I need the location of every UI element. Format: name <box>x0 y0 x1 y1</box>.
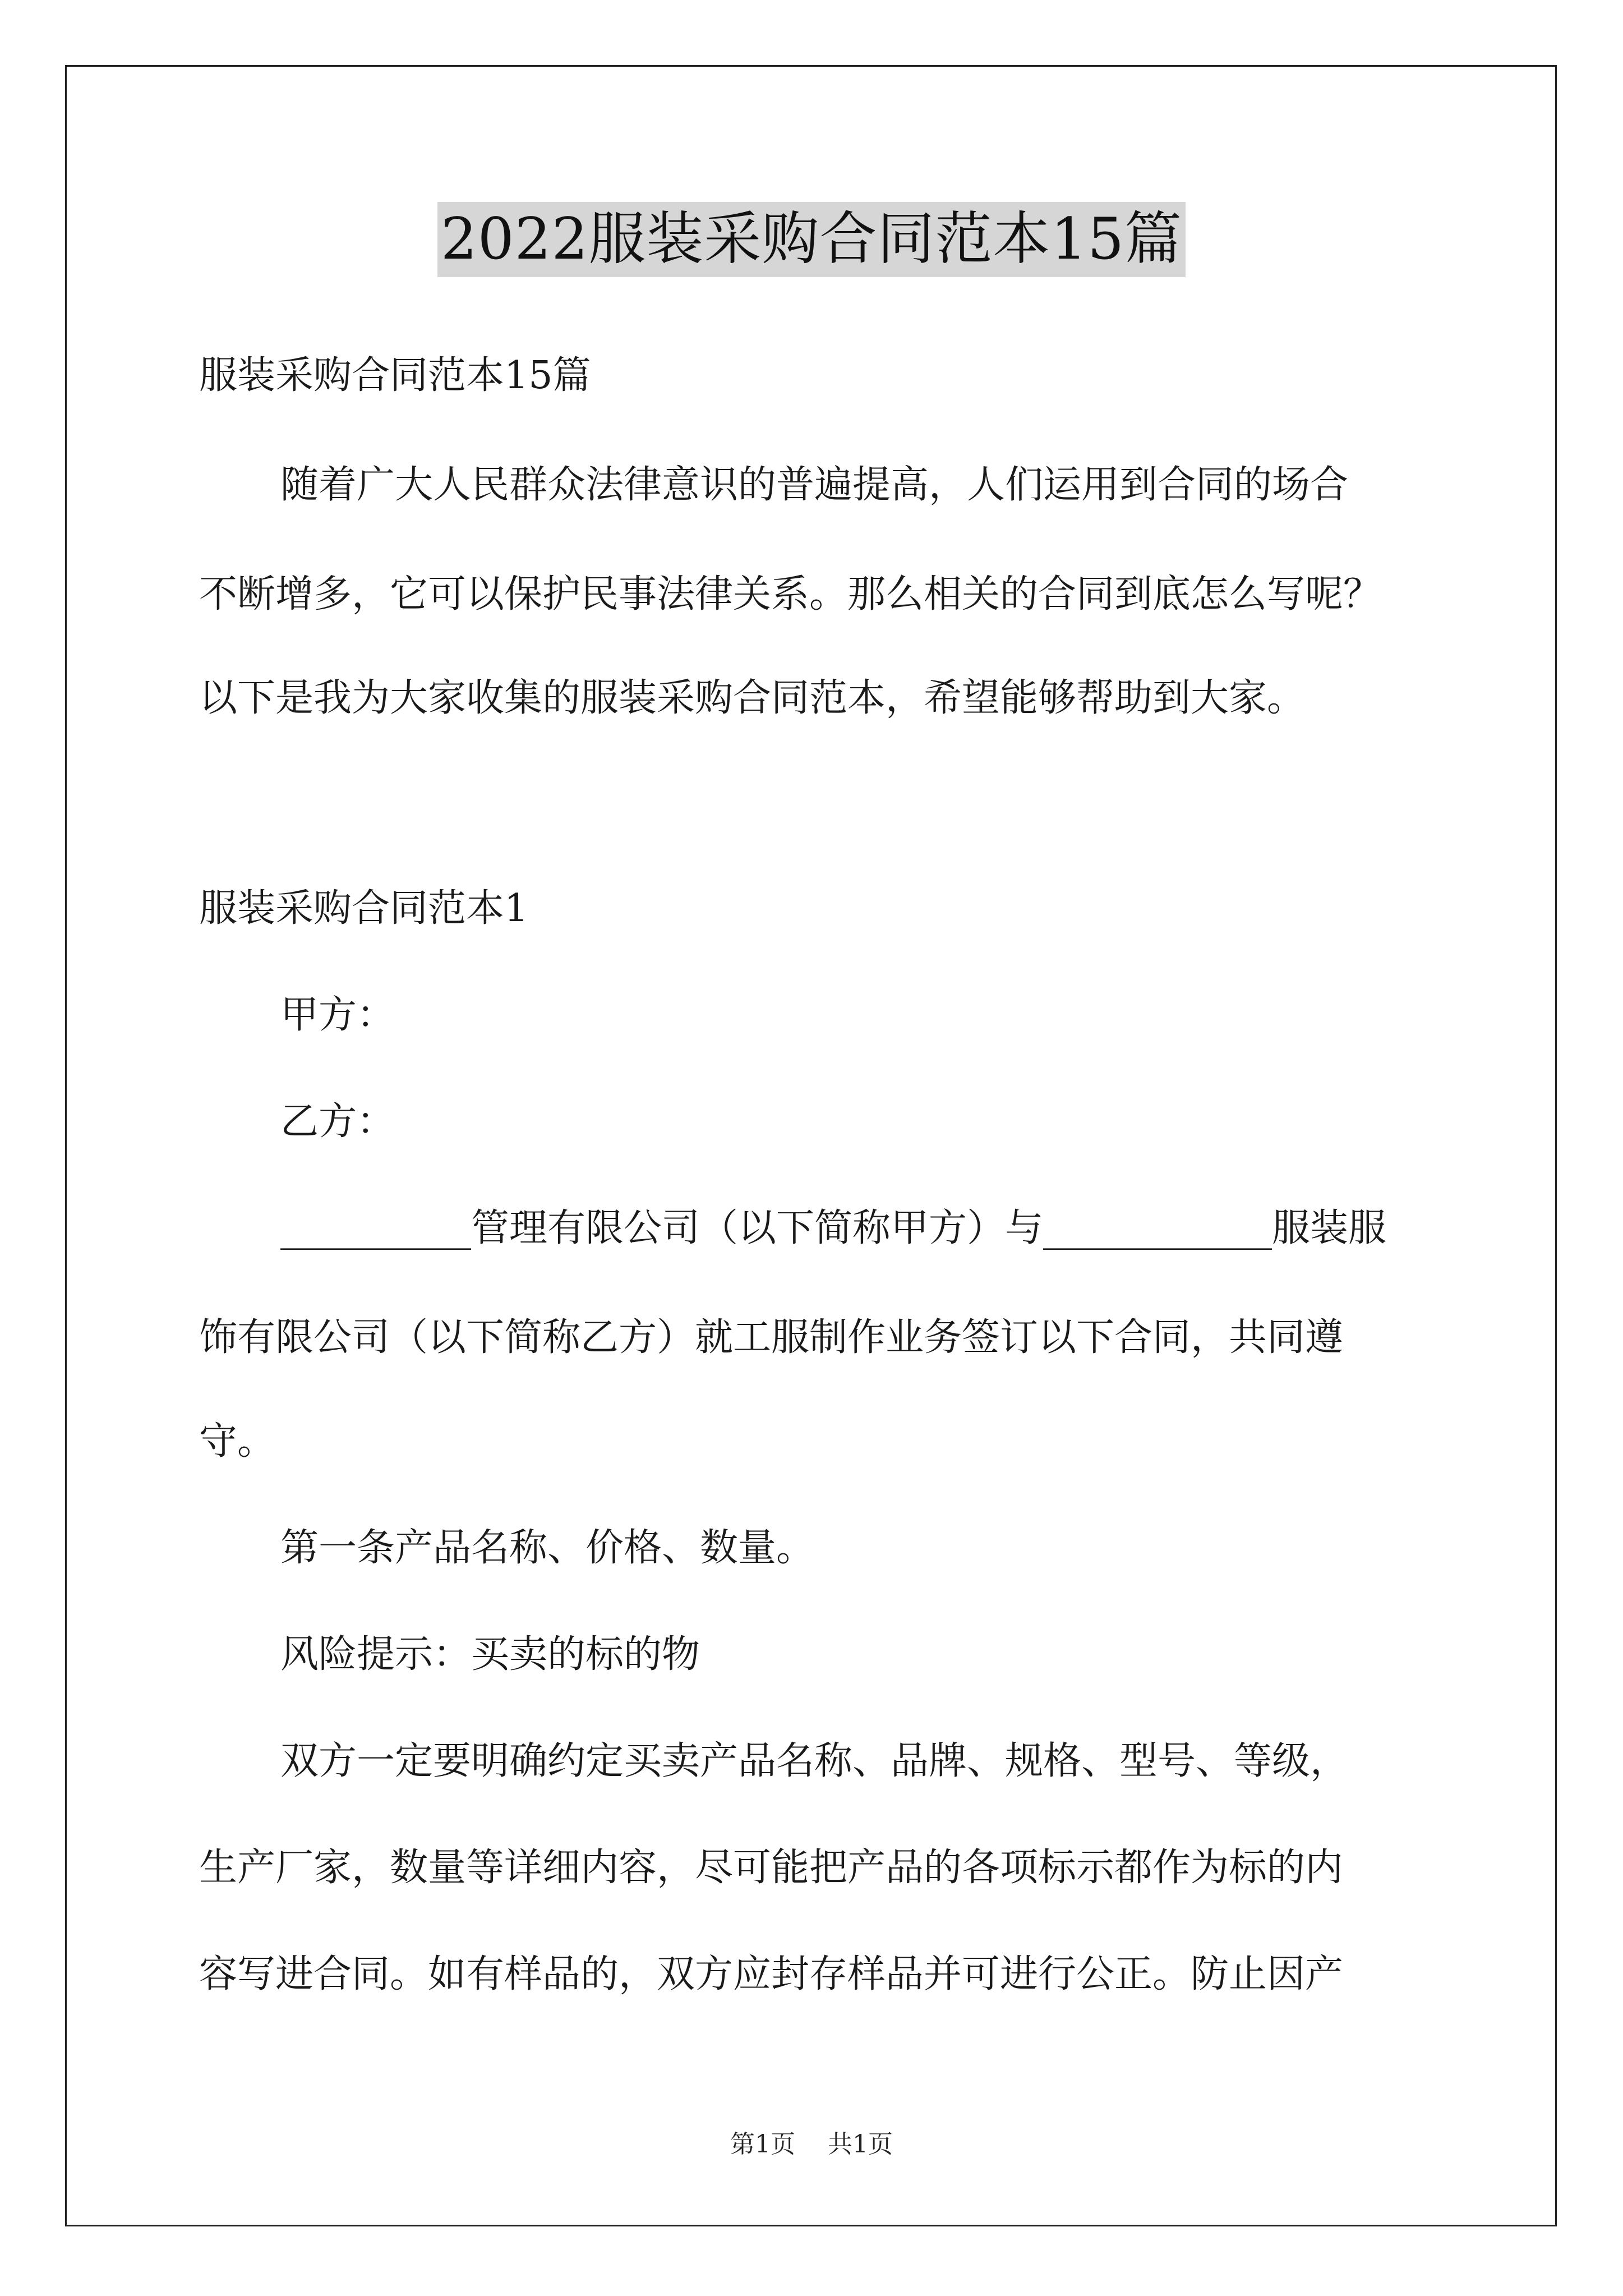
subtitle-line: 服装采购合同范本15篇 <box>199 353 591 398</box>
paragraph-line: 生产厂家，数量等详细内容，尽可能把产品的各项标示都作为标的内 <box>199 1846 1344 1890</box>
paragraph-line: 守。 <box>199 1419 276 1464</box>
paragraph-line: __________管理有限公司（以下简称甲方）与____________服装服 <box>280 1206 1387 1250</box>
clause-heading: 第一条产品名称、价格、数量。 <box>280 1526 815 1570</box>
paragraph-line: 容写进合同。如有样品的，双方应封存样品并可进行公正。防止因产 <box>199 1952 1344 1996</box>
paragraph-line: 不断增多，它可以保护民事法律关系。那么相关的合同到底怎么写呢？ <box>199 572 1382 616</box>
section-heading: 服装采购合同范本1 <box>199 886 529 931</box>
page-number: 第1页 <box>730 2130 795 2159</box>
page-total: 共1页 <box>828 2130 893 2159</box>
page-footer <box>0 2129 1623 2160</box>
paragraph-line: 饰有限公司（以下简称乙方）就工服制作业务签订以下合同，共同遵 <box>199 1315 1344 1360</box>
party-b-label: 乙方： <box>280 1099 395 1144</box>
paragraph-line: 随着广大人民群众法律意识的普遍提高，人们运用到合同的场合 <box>280 463 1349 507</box>
document-title: 2022服装采购合同范本15篇 <box>437 202 1186 277</box>
paragraph-line: 双方一定要明确约定买卖产品名称、品牌、规格、型号、等级， <box>280 1739 1349 1783</box>
party-a-label: 甲方： <box>280 993 395 1037</box>
risk-note: 风险提示：买卖的标的物 <box>280 1632 700 1677</box>
paragraph-line: 以下是我为大家收集的服装采购合同范本，希望能够帮助到大家。 <box>199 676 1306 720</box>
